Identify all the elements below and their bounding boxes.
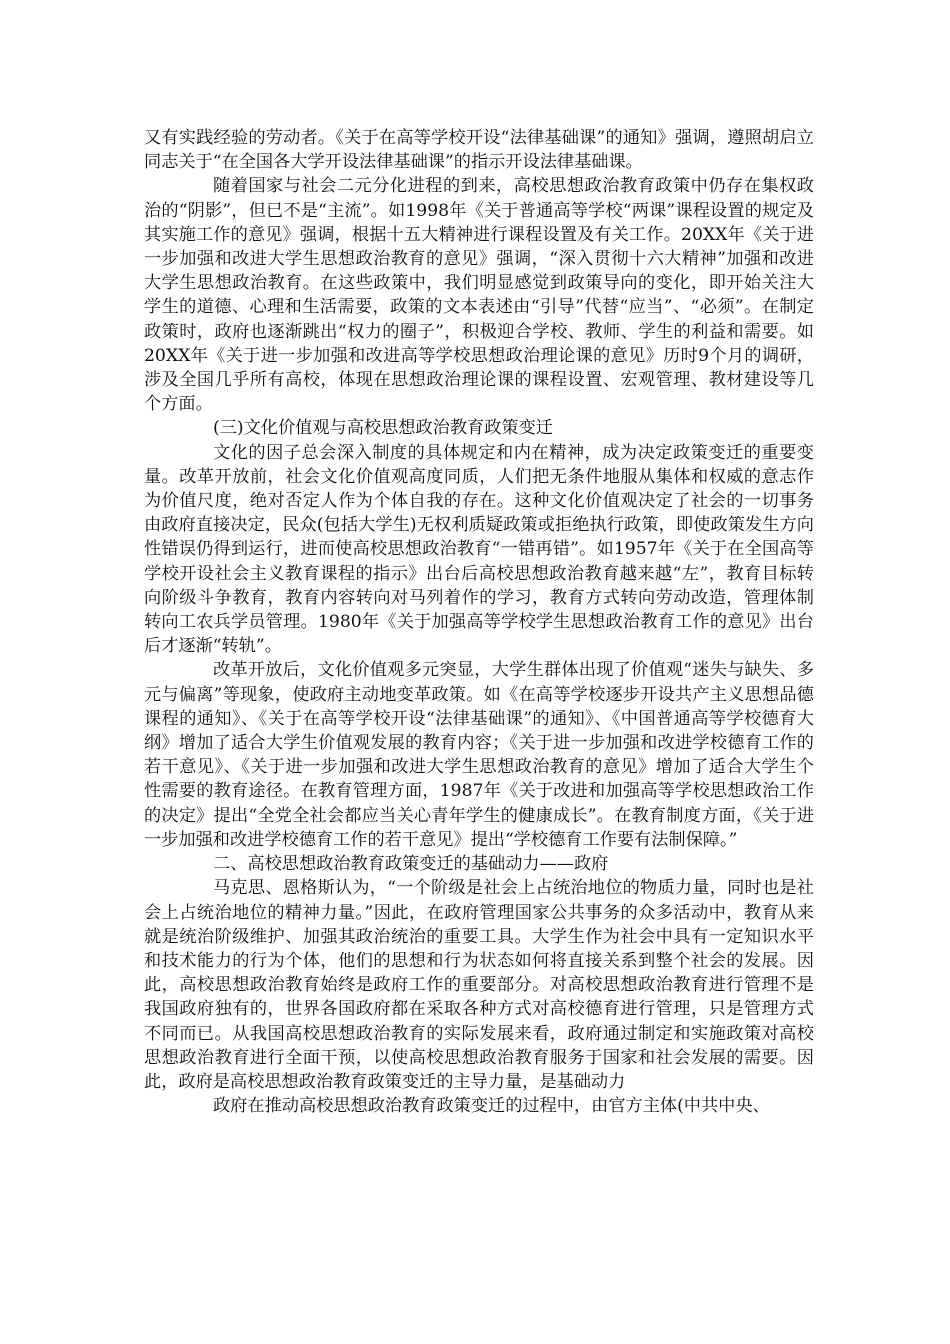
document-page xyxy=(144,126,814,1118)
paragraph-culture-factor: 文化的因子总会深入制度的具体规定和内在精神，成为决定政策变迁的重要变量。改革开放前，社会文化价值观高度同质，人们把无条件地服从集体和权威的意志作为价值尺度，绝对否定人作为个体自我的存在。这种文化价值观决定了社会的一切事务由政府直接决定，民众(包括大学生)无权利质疑政策或拒绝执行政策，即使政策发生方向性错误仍得到运行，进而使高校思想政治教育“一错再错”。如1957年《关于在全国高等学校开设社会主义教育课程的指示》出台后高校思想政治教育越来越“左”，教育目标转向阶级斗争教育，教育内容转向对马列着作的学习，教育方式转向劳动改造，管理体制转向工农兵学员管理。1980年《关于加强高等学校学生思想政治教育工作的意见》出台后才逐渐“转轨”。 xyxy=(144,442,814,657)
paragraph-reform-opening: 改革开放后，文化价值观多元突显，大学生群体出现了价值观“迷失与缺失、多元与偏离”等现象，使政府主动地变革政策。如《在高等学校逐步开设共产主义思想品德课程的通知》、《关于在高等学校开设“法律基础课”的通知》、《中国普通高等学校德育大纲》增加了适合大学生价值观发展的教育内容；《关于进一步加强和改进学校德育工作的若干意见》、《关于进一步加强和改进大学生思想政治教育的意见》增加了适合大学生个性需要的教育途径。在教育管理方面，1987年《关于改进和加强高等学校思想政治工作的决定》提出“全党全社会都应当关心青年学生的健康成长”。在教育制度方面，《关于进一步加强和改进学校德育工作的若干意见》提出“学校德育工作要有法制保障。” xyxy=(144,660,814,850)
paragraph-continuation: 又有实践经验的劳动者。《关于在高等学校开设“法律基础课”的通知》强调，遵照胡启立同志关于“在全国各大学开设法律基础课”的指示开设法律基础课。 xyxy=(144,128,814,173)
paragraph-government-process: 政府在推动高校思想政治教育政策变迁的过程中，由官方主体(中共中央、 xyxy=(213,1096,770,1117)
paragraph-state-society-differentiation: 随着国家与社会二元分化进程的到来，高校思想政治教育政策中仍存在集权政治的“阴影”，但已不是“主流”。如1998年《关于普通高等学校“两课”课程设置的规定及其实施工作的意见》强调，根据十五大精神进行课程设置及有关工作。20XX年《关于进一步加强和改进大学生思想政治教育的意见》强调，“深入贯彻十六大精神”加强和改进大学生思想政治教育。在这些政策中，我们明显感觉到政策导向的变化，即开始关注大学生的道德、心理和生活需要，政策的文本表述由“引导”代替“应当”、“必须”。在制定政策时，政府也逐渐跳出“权力的圈子”，积极迎合学校、教师、学生的利益和需要。如20XX年《关于进一步加强和改进高等学校思想政治理论课的意见》历时9个月的调研，涉及全国几乎所有高校，体现在思想政治理论课的课程设置、宏观管理、教材建设等几个方面。 xyxy=(144,176,814,415)
section-heading-cultural-values: (三)文化价值观与高校思想政治教育政策变迁 xyxy=(213,418,553,439)
section-heading-government: 二、高校思想政治教育政策变迁的基础动力——政府 xyxy=(213,854,609,875)
paragraph-marx-engels: 马克思、恩格斯认为，“一个阶级是社会上占统治地位的物质力量，同时也是社会上占统治地位的精神力量。”因此，在政府管理国家公共事务的众多活动中，教育从来就是统治阶级维护、加强其政治统治的重要工具。大学生作为社会中具有一定知识水平和技术能力的行为个体，他们的思想和行为状态如何将直接关系到整个社会的发展。因此，高校思想政治教育始终是政府工作的重要部分。对高校思想政治教育进行管理不是我国政府独有的，世界各国政府都在采取各种方式对高校德育进行管理，只是管理方式不同而已。从我国高校思想政治教育的实际发展来看，政府通过制定和实施政策对高校思想政治教育进行全面干预，以使高校思想政治教育服务于国家和社会发展的需要。因此，政府是高校思想政治教育政策变迁的主导力量，是基础动力 xyxy=(144,878,814,1092)
